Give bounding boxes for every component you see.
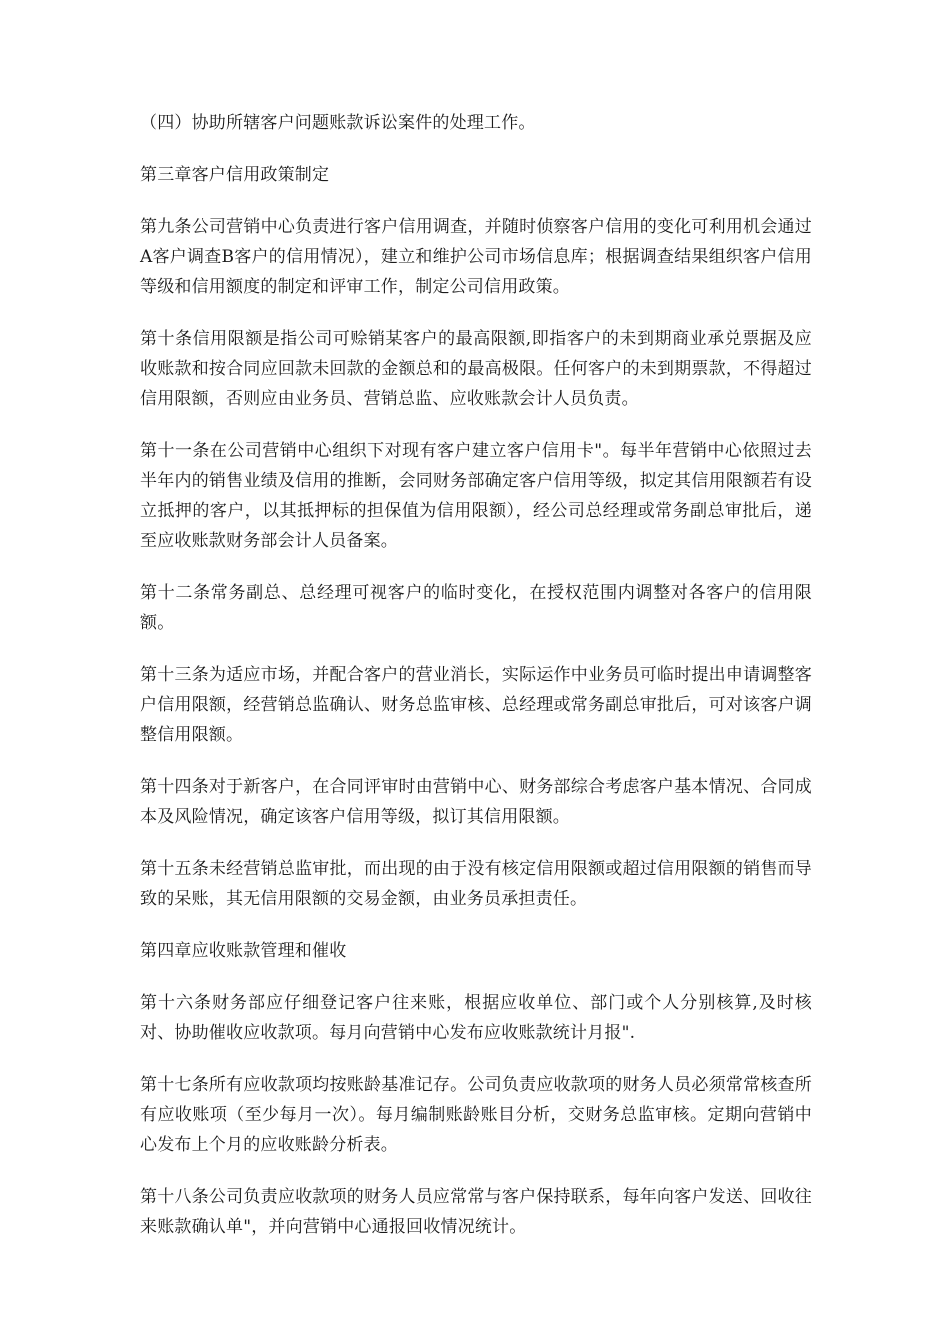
chapter-three-heading: 第三章客户信用政策制定 — [140, 165, 330, 185]
article-17: 第十七条所有应收款项均按账龄基准记存。公司负责应收款项的财务人员必须常常核查所有应收账项（至少每月一次）。每月编制账龄账目分析，交财务总监审核。定期向营销中心发布上个月的应收账龄分析表。 — [140, 1075, 812, 1155]
article-9: 第九条公司营销中心负责进行客户信用调查，并随时侦察客户信用的变化可利用机会通过A客户调查B客户的信用情况），建立和维护公司市场信息库；根据调查结果组织客户信用等级和信用额度的制定和评审工作，制定公司信用政策。 — [140, 217, 812, 297]
article-16: 第十六条财务部应仔细登记客户往来账，根据应收单位、部门或个人分别核算,及时核对、协助催收应收款项。每月向营销中心发布应收账款统计月报". — [140, 993, 812, 1043]
article-12: 第十二条常务副总、总经理可视客户的临时变化，在授权范围内调整对各客户的信用限额。 — [140, 583, 812, 633]
document-page — [140, 108, 812, 1264]
article-13: 第十三条为适应市场，并配合客户的营业消长，实际运作中业务员可临时提出申请调整客户信用限额，经营销总监确认、财务总监审核、总经理或常务副总审批后，可对该客户调整信用限额。 — [140, 665, 812, 745]
article-14: 第十四条对于新客户，在合同评审时由营销中心、财务部综合考虑客户基本情况、合同成本及风险情况，确定该客户信用等级，拟订其信用限额。 — [140, 777, 812, 827]
chapter-four-heading: 第四章应收账款管理和催收 — [140, 941, 347, 961]
article-11: 第十一条在公司营销中心组织下对现有客户建立客户信用卡"。每半年营销中心依照过去半年内的销售业绩及信用的推断，会同财务部确定客户信用等级，拟定其信用限额若有设立抵押的客户，以其抵押标的担保值为信用限额），经公司总经理或常务副总审批后，递至应收账款财务部会计人员备案。 — [140, 441, 812, 551]
article-18: 第十八条公司负责应收款项的财务人员应常常与客户保持联系，每年向客户发送、回收往来账款确认单"，并向营销中心通报回收情况统计。 — [140, 1187, 812, 1237]
article-15: 第十五条未经营销总监审批，而出现的由于没有核定信用限额或超过信用限额的销售而导致的呆账，其无信用限额的交易金额，由业务员承担责任。 — [140, 859, 812, 909]
section-item-four: （四）协助所辖客户问题账款诉讼案件的处理工作。 — [140, 113, 536, 133]
article-10: 第十条信用限额是指公司可赊销某客户的最高限额,即指客户的未到期商业承兑票据及应收账款和按合同应回款未回款的金额总和的最高极限。任何客户的未到期票款，不得超过信用限额，否则应由业务员、营销总监、应收账款会计人员负责。 — [140, 329, 812, 409]
